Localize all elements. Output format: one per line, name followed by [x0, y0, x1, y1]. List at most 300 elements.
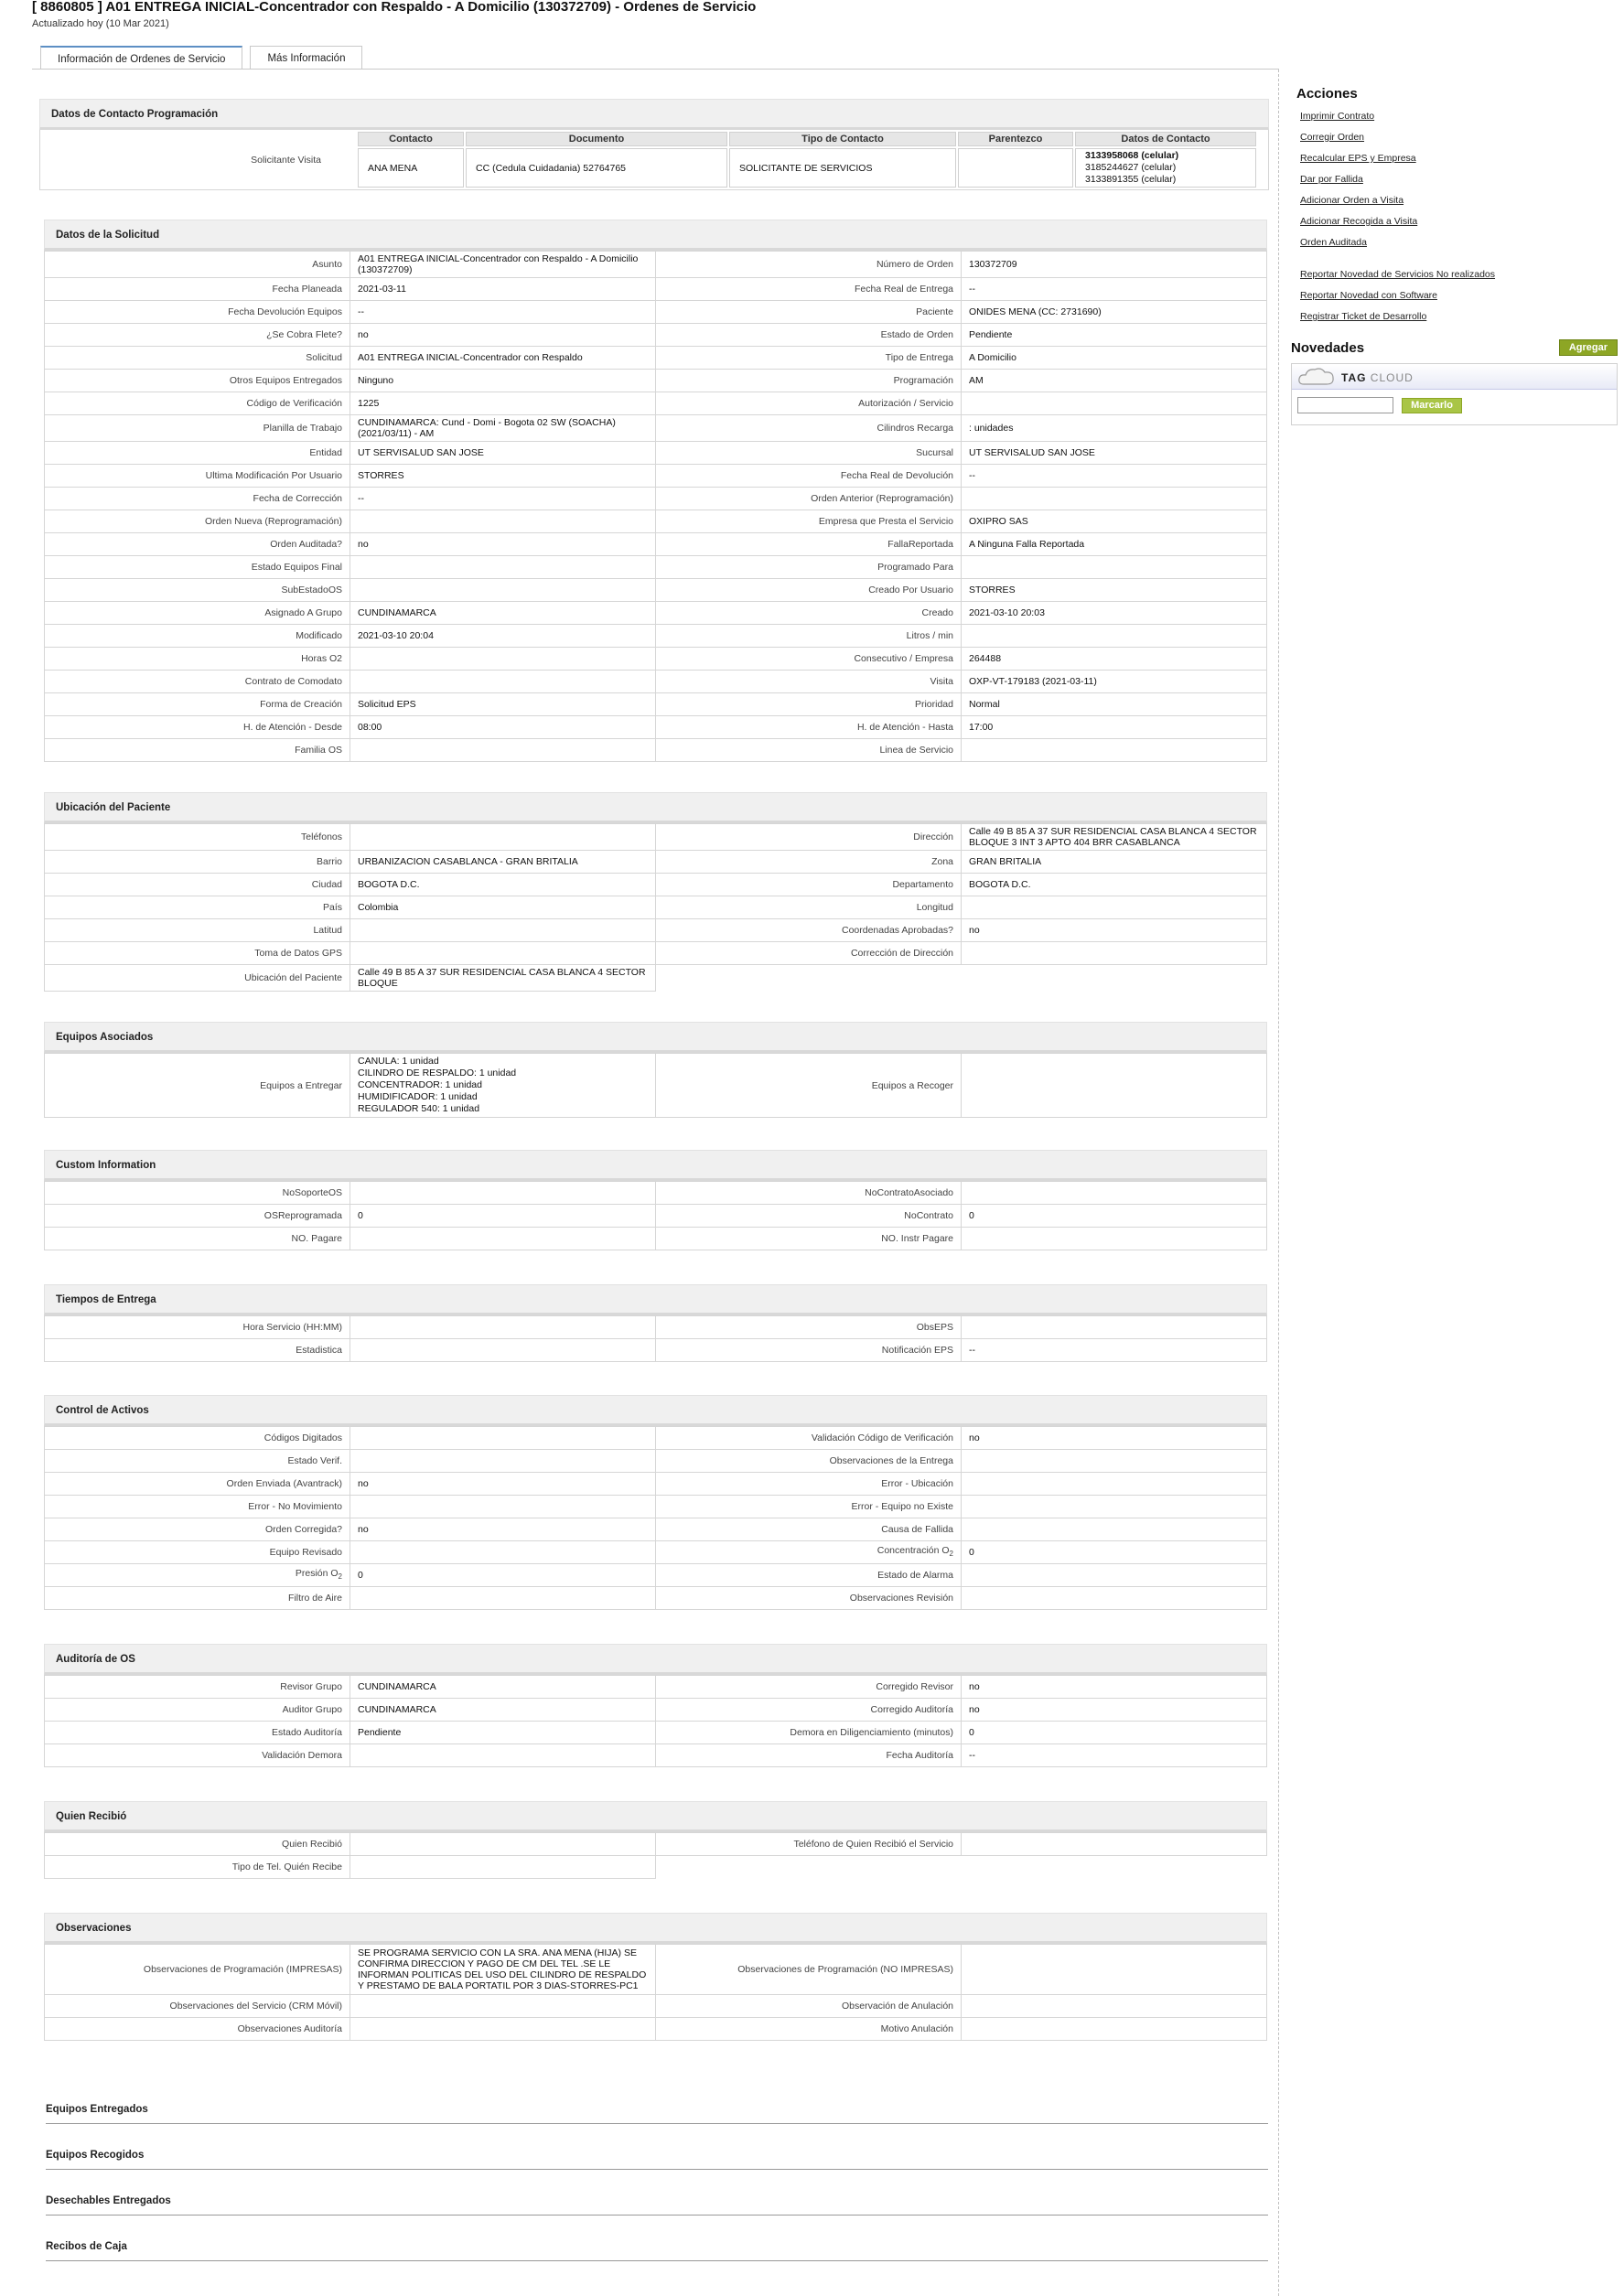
contact-name: ANA MENA — [358, 148, 464, 188]
field-label: Código de Verificación — [45, 392, 350, 415]
fields-table — [44, 1315, 1267, 1362]
field-value: UT SERVISALUD SAN JOSE — [350, 442, 656, 465]
field-label: Equipos a Recoger — [656, 1054, 962, 1118]
field-row — [45, 1518, 1267, 1541]
field-label: Coordenadas Aprobadas? — [656, 919, 962, 942]
field-value — [962, 1518, 1267, 1541]
field-label: Concentración $O_2$ — [656, 1541, 962, 1564]
field-value: -- — [962, 1339, 1267, 1362]
novedades-header — [1291, 339, 1618, 356]
field-value: URBANIZACION CASABLANCA - GRAN BRITALIA — [350, 851, 656, 874]
acciones-title: Acciones — [1296, 86, 1358, 102]
field-value: 130372709 — [962, 252, 1267, 278]
contact-document: CC (Cedula Cuidadania) 52764765 — [466, 148, 727, 188]
field-row — [45, 1564, 1267, 1587]
field-row — [45, 824, 1267, 851]
field-value — [962, 1995, 1267, 2018]
field-label: H. de Atención - Hasta — [656, 716, 962, 739]
field-value — [350, 1541, 656, 1564]
field-label: Corrección de Dirección — [656, 942, 962, 965]
section-equipos — [44, 1022, 1267, 1118]
field-label: Toma de Datos GPS — [45, 942, 350, 965]
field-row — [45, 693, 1267, 716]
field-value: BOGOTA D.C. — [962, 874, 1267, 896]
contact-phones — [1075, 148, 1256, 188]
field-label: Familia OS — [45, 739, 350, 762]
field-label: Quien Recibió — [45, 1833, 350, 1856]
field-row — [45, 716, 1267, 739]
subscript: 2 — [338, 1572, 342, 1582]
registrar-ticket-link[interactable]: Registrar Ticket de Desarrollo — [1300, 311, 1427, 322]
field-row — [45, 1182, 1267, 1205]
field-value — [350, 648, 656, 671]
field-value — [962, 942, 1267, 965]
section-auditoria — [44, 1644, 1267, 1767]
field-label: Observaciones de la Entrega — [656, 1450, 962, 1473]
field-label: Contrato de Comodato — [45, 671, 350, 693]
field-label: Motivo Anulación — [656, 2018, 962, 2041]
field-label: Tipo de Entrega — [656, 347, 962, 370]
field-row — [45, 1205, 1267, 1228]
field-label: Cilindros Recarga — [656, 415, 962, 442]
field-label: Orden Anterior (Reprogramación) — [656, 488, 962, 510]
fields-table — [44, 1426, 1267, 1610]
field-value: UT SERVISALUD SAN JOSE — [962, 442, 1267, 465]
empty-cell — [962, 1856, 1267, 1879]
section-title: Ubicación del Paciente — [44, 792, 1267, 823]
field-value: -- — [962, 1744, 1267, 1767]
tag-input[interactable] — [1297, 397, 1393, 413]
field-label: Observaciones del Servicio (CRM Móvil) — [45, 1995, 350, 2018]
field-row — [45, 1856, 1267, 1879]
field-value — [962, 392, 1267, 415]
section-title: Datos de la Solicitud — [44, 220, 1267, 251]
contact-label: Solicitante Visita — [251, 154, 321, 166]
field-row — [45, 252, 1267, 278]
column-header: Documento — [466, 132, 727, 146]
field-row — [45, 1676, 1267, 1699]
field-label: NoContratoAsociado — [656, 1182, 962, 1205]
field-label: Empresa que Presta el Servicio — [656, 510, 962, 533]
orden-auditada-link[interactable]: Orden Auditada — [1300, 237, 1367, 248]
field-label: Ciudad — [45, 874, 350, 896]
field-label: Estado de Orden — [656, 324, 962, 347]
contact-row — [358, 148, 1256, 188]
field-row — [45, 1427, 1267, 1450]
tag-cloud-panel — [1291, 363, 1618, 425]
column-header: Parentezco — [958, 132, 1073, 146]
field-label: Auditor Grupo — [45, 1699, 350, 1722]
field-label: Prioridad — [656, 693, 962, 716]
main-content — [32, 70, 1279, 2296]
imprimir-contrato-link[interactable]: Imprimir Contrato — [1300, 111, 1375, 122]
equipos-entregar-list — [350, 1054, 656, 1118]
field-label: Orden Auditada? — [45, 533, 350, 556]
field-label: Planilla de Trabajo — [45, 415, 350, 442]
section-title: Custom Information — [44, 1150, 1267, 1181]
field-label: Tipo de Tel. Quién Recibe — [45, 1856, 350, 1879]
contact-type: SOLICITANTE DE SERVICIOS — [729, 148, 956, 188]
field-value: 0 — [962, 1722, 1267, 1744]
field-row — [45, 442, 1267, 465]
field-label: NO. Pagare — [45, 1228, 350, 1250]
contact-table — [356, 130, 1258, 189]
field-row — [45, 965, 1267, 992]
field-row — [45, 1541, 1267, 1564]
field-label: Latitud — [45, 919, 350, 942]
field-value: CUNDINAMARCA — [350, 1676, 656, 1699]
contact-panel — [39, 130, 1269, 190]
reportar-novedad-no-realizados-link[interactable]: Reportar Novedad de Servicios No realizados — [1300, 269, 1496, 280]
field-row — [45, 602, 1267, 625]
field-value: AM — [962, 370, 1267, 392]
field-row — [45, 278, 1267, 301]
fields-table — [44, 1053, 1267, 1118]
field-value — [350, 1496, 656, 1518]
field-label: Solicitud — [45, 347, 350, 370]
equipo-item: CONCENTRADOR: 1 unidad — [358, 1079, 482, 1090]
field-value — [962, 1182, 1267, 1205]
agregar-button[interactable]: Agregar — [1559, 339, 1618, 356]
field-label: Corregido Revisor — [656, 1676, 962, 1699]
field-label: SubEstadoOS — [45, 579, 350, 602]
field-row — [45, 1316, 1267, 1339]
marcarlo-button[interactable]: Marcarlo — [1402, 398, 1462, 413]
field-label: Estado Auditoría — [45, 1722, 350, 1744]
field-label: Creado Por Usuario — [656, 579, 962, 602]
field-row — [45, 1496, 1267, 1518]
field-value: Normal — [962, 693, 1267, 716]
field-label: H. de Atención - Desde — [45, 716, 350, 739]
section-title: Quien Recibió — [44, 1801, 1267, 1832]
column-header: Tipo de Contacto — [729, 132, 956, 146]
field-label: Revisor Grupo — [45, 1676, 350, 1699]
field-value — [962, 1316, 1267, 1339]
equipo-item: CANULA: 1 unidad — [358, 1056, 439, 1067]
field-label: Asunto — [45, 252, 350, 278]
field-value — [962, 739, 1267, 762]
field-label: Códigos Digitados — [45, 1427, 350, 1450]
cloud-word: CLOUD — [1370, 371, 1414, 384]
field-row — [45, 671, 1267, 693]
tab-bar — [40, 46, 370, 70]
field-value: no — [962, 1676, 1267, 1699]
field-value: no — [350, 324, 656, 347]
equipo-item: HUMIDIFICADOR: 1 unidad — [358, 1091, 478, 1102]
field-label: Fecha de Corrección — [45, 488, 350, 510]
field-row — [45, 942, 1267, 965]
tab-info-ordenes[interactable]: Información de Ordenes de Servicio — [40, 46, 242, 70]
field-label: Notificación EPS — [656, 1339, 962, 1362]
field-row — [45, 625, 1267, 648]
fields-table — [44, 1832, 1267, 1879]
field-value: no — [962, 919, 1267, 942]
field-value: Solicitud EPS — [350, 693, 656, 716]
field-value — [350, 1182, 656, 1205]
equipos-entregados-heading[interactable]: Equipos Entregados — [46, 2104, 1268, 2124]
field-label: OSReprogramada — [45, 1205, 350, 1228]
field-label: Validación Demora — [45, 1744, 350, 1767]
field-value — [350, 1833, 656, 1856]
field-value: Calle 49 B 85 A 37 SUR RESIDENCIAL CASA BLANCA 4 SECTOR BLOQUE 3 INT 3 APTO 404 BRR CASABLANCA — [962, 824, 1267, 851]
field-label: Error - No Movimiento — [45, 1496, 350, 1518]
field-label: Teléfono de Quien Recibió el Servicio — [656, 1833, 962, 1856]
field-value: 0 — [962, 1205, 1267, 1228]
field-value: 2021-03-10 20:04 — [350, 625, 656, 648]
field-row — [45, 1587, 1267, 1610]
field-label: País — [45, 896, 350, 919]
field-value — [350, 824, 656, 851]
field-row — [45, 1339, 1267, 1362]
field-label: Estado de Alarma — [656, 1564, 962, 1587]
field-value: 08:00 — [350, 716, 656, 739]
field-label: Error - Equipo no Existe — [656, 1496, 962, 1518]
field-value: A Ninguna Falla Reportada — [962, 533, 1267, 556]
desechables-entregados-heading[interactable]: Desechables Entregados — [46, 2195, 1268, 2216]
field-value — [962, 896, 1267, 919]
field-row — [45, 1699, 1267, 1722]
phone-1: 3133958068 (celular) — [1085, 150, 1179, 161]
field-label: Observaciones de Programación (IMPRESAS) — [45, 1945, 350, 1995]
field-row — [45, 874, 1267, 896]
section-custom — [44, 1150, 1267, 1250]
field-value — [350, 919, 656, 942]
field-label: Estadistica — [45, 1339, 350, 1362]
field-label: Fecha Real de Devolución — [656, 465, 962, 488]
field-label: Asignado A Grupo — [45, 602, 350, 625]
field-row — [45, 1833, 1267, 1856]
field-label: Consecutivo / Empresa — [656, 648, 962, 671]
field-label: Teléfonos — [45, 824, 350, 851]
field-label: Programación — [656, 370, 962, 392]
field-label: Validación Código de Verificación — [656, 1427, 962, 1450]
field-label: Longitud — [656, 896, 962, 919]
field-value: CUNDINAMARCA — [350, 1699, 656, 1722]
fields-table — [44, 823, 1267, 992]
field-row — [45, 370, 1267, 392]
field-label: Visita — [656, 671, 962, 693]
field-value: 0 — [350, 1205, 656, 1228]
field-label: Entidad — [45, 442, 350, 465]
field-value: CUNDINAMARCA — [350, 602, 656, 625]
field-label: Linea de Servicio — [656, 739, 962, 762]
section-contacto — [39, 99, 1269, 190]
field-label: Barrio — [45, 851, 350, 874]
section-solicitud — [44, 220, 1267, 762]
field-label: Creado — [656, 602, 962, 625]
field-value: OXP-VT-179183 (2021-03-11) — [962, 671, 1267, 693]
updated-text: Actualizado hoy (10 Mar 2021) — [32, 18, 169, 29]
field-value — [350, 556, 656, 579]
tag-cloud-label — [1341, 371, 1414, 384]
actions-sidebar — [1291, 82, 1618, 425]
field-label: Departamento — [656, 874, 962, 896]
field-value: OXIPRO SAS — [962, 510, 1267, 533]
empty-cell — [656, 1856, 962, 1879]
field-value — [350, 1316, 656, 1339]
field-value: SE PROGRAMA SERVICIO CON LA SRA. ANA MENA (HIJA) SE CONFIRMA DIRECCION Y PAGO DE CM DEL TEL .SE LE INFORMAN POLITICAS DEL USO DEL CILINDRO DE RESPALDO Y PRESTAMO DE BALA PORTATIL POR 3 DIAS-STORRES-PC1 — [350, 1945, 656, 1995]
field-label: Estado Equipos Final — [45, 556, 350, 579]
field-value — [350, 510, 656, 533]
field-row — [45, 1995, 1267, 2018]
field-label: NoSoporteOS — [45, 1182, 350, 1205]
field-label: Otros Equipos Entregados — [45, 370, 350, 392]
corregir-orden-link[interactable]: Corregir Orden — [1300, 132, 1365, 143]
field-row — [45, 1473, 1267, 1496]
field-value: Pendiente — [350, 1722, 656, 1744]
field-value: A01 ENTREGA INICIAL-Concentrador con Respaldo - A Domicilio (130372709) — [350, 252, 656, 278]
field-row — [45, 739, 1267, 762]
adicionar-recogida-link[interactable]: Adicionar Recogida a Visita — [1300, 216, 1418, 227]
field-row — [45, 1054, 1267, 1118]
field-value: -- — [350, 301, 656, 324]
equipo-item: REGULADOR 540: 1 unidad — [358, 1103, 480, 1114]
field-label: Autorización / Servicio — [656, 392, 962, 415]
field-label: Fecha Real de Entrega — [656, 278, 962, 301]
field-row — [45, 1722, 1267, 1744]
field-value — [350, 1228, 656, 1250]
field-value — [962, 1228, 1267, 1250]
field-value — [962, 1496, 1267, 1518]
recibos-caja-heading[interactable]: Recibos de Caja — [46, 2241, 1268, 2261]
section-title: Datos de Contacto Programación — [39, 99, 1269, 130]
section-title: Auditoría de OS — [44, 1644, 1267, 1675]
field-value: BOGOTA D.C. — [350, 874, 656, 896]
field-label: Número de Orden — [656, 252, 962, 278]
field-label: Dirección — [656, 824, 962, 851]
field-row — [45, 415, 1267, 442]
field-value: no — [962, 1699, 1267, 1722]
field-value: no — [962, 1427, 1267, 1450]
field-value — [350, 1427, 656, 1450]
field-row — [45, 556, 1267, 579]
section-observaciones — [44, 1913, 1267, 2041]
field-label: Presión $O_2$ — [45, 1564, 350, 1587]
field-label: Fecha Auditoría — [656, 1744, 962, 1767]
field-row — [45, 1450, 1267, 1473]
field-value: no — [350, 1518, 656, 1541]
field-row — [45, 510, 1267, 533]
field-value — [350, 1856, 656, 1879]
actions-list-secondary — [1291, 269, 1618, 332]
field-label: Observación de Anulación — [656, 1995, 962, 2018]
field-row — [45, 488, 1267, 510]
field-row — [45, 533, 1267, 556]
section-title: Tiempos de Entrega — [44, 1284, 1267, 1315]
field-label: Corregido Auditoría — [656, 1699, 962, 1722]
field-label: Demora en Diligenciamiento (minutos) — [656, 1722, 962, 1744]
field-row — [45, 2018, 1267, 2041]
recalcular-eps-link[interactable]: Recalcular EPS y Empresa — [1300, 153, 1416, 164]
field-label: FallaReportada — [656, 533, 962, 556]
field-label: Error - Ubicación — [656, 1473, 962, 1496]
field-value: no — [350, 533, 656, 556]
field-row — [45, 919, 1267, 942]
equipos-recogidos-heading[interactable]: Equipos Recogidos — [46, 2150, 1268, 2170]
subscript: 2 — [949, 1550, 953, 1559]
empty-cell — [656, 965, 962, 992]
field-label: Orden Nueva (Reprogramación) — [45, 510, 350, 533]
field-value — [962, 1054, 1267, 1118]
field-row — [45, 1945, 1267, 1995]
field-label: Forma de Creación — [45, 693, 350, 716]
field-row — [45, 896, 1267, 919]
field-label: Programado Para — [656, 556, 962, 579]
tab-mas-informacion[interactable]: Más Información — [250, 46, 362, 70]
field-value — [962, 1473, 1267, 1496]
field-value: ONIDES MENA (CC: 2731690) — [962, 301, 1267, 324]
fields-table — [44, 1675, 1267, 1767]
field-label: Equipo Revisado — [45, 1541, 350, 1564]
field-label: Orden Corregida? — [45, 1518, 350, 1541]
field-value: : unidades — [962, 415, 1267, 442]
field-label: Ultima Modificación Por Usuario — [45, 465, 350, 488]
field-value: CUNDINAMARCA: Cund - Domi - Bogota 02 SW (SOACHA) (2021/03/11) - AM — [350, 415, 656, 442]
field-value — [350, 671, 656, 693]
phone-3: 3133891355 (celular) — [1085, 174, 1177, 185]
field-label: Equipos a Entregar — [45, 1054, 350, 1118]
section-title: Control de Activos — [44, 1395, 1267, 1426]
field-value: -- — [962, 278, 1267, 301]
phone-2: 3185244627 (celular) — [1085, 162, 1177, 173]
column-header: Contacto — [358, 132, 464, 146]
field-value — [962, 1450, 1267, 1473]
field-value — [350, 2018, 656, 2041]
field-value — [962, 488, 1267, 510]
dar-por-fallida-link[interactable]: Dar por Fallida — [1300, 174, 1363, 185]
field-value — [350, 1587, 656, 1610]
field-row — [45, 851, 1267, 874]
field-label: Horas O2 — [45, 648, 350, 671]
field-value — [962, 1564, 1267, 1587]
field-row — [45, 392, 1267, 415]
page-title: [ 8860805 ] A01 ENTREGA INICIAL-Concentrador con Respaldo - A Domicilio (130372709) - Ordenes de Servicio — [32, 0, 757, 15]
field-value — [962, 1945, 1267, 1995]
field-label: Estado Verif. — [45, 1450, 350, 1473]
contact-header-row — [358, 132, 1256, 146]
field-label: Ubicación del Paciente — [45, 965, 350, 992]
field-label: ObsEPS — [656, 1316, 962, 1339]
section-recibio — [44, 1801, 1267, 1879]
field-row — [45, 301, 1267, 324]
field-label: NoContrato — [656, 1205, 962, 1228]
field-value: GRAN BRITALIA — [962, 851, 1267, 874]
adicionar-orden-link[interactable]: Adicionar Orden a Visita — [1300, 195, 1404, 206]
section-title: Observaciones — [44, 1913, 1267, 1944]
cloud-icon — [1296, 364, 1337, 388]
field-value: 0 — [962, 1541, 1267, 1564]
field-value: no — [350, 1473, 656, 1496]
field-label: Observaciones Revisión — [656, 1587, 962, 1610]
field-label: Modificado — [45, 625, 350, 648]
section-activos — [44, 1395, 1267, 1610]
reportar-novedad-software-link[interactable]: Reportar Novedad con Software — [1300, 290, 1437, 301]
tag-cloud-bar — [1292, 364, 1617, 390]
field-label: Orden Enviada (Avantrack) — [45, 1473, 350, 1496]
field-label: Causa de Fallida — [656, 1518, 962, 1541]
field-value — [350, 1450, 656, 1473]
field-label: NO. Instr Pagare — [656, 1228, 962, 1250]
field-value: 1225 — [350, 392, 656, 415]
field-value — [350, 1995, 656, 2018]
spacer — [1291, 258, 1618, 269]
field-value — [962, 1587, 1267, 1610]
fields-table — [44, 1181, 1267, 1250]
field-row — [45, 324, 1267, 347]
field-value — [350, 1339, 656, 1362]
field-value — [350, 942, 656, 965]
field-row — [45, 648, 1267, 671]
